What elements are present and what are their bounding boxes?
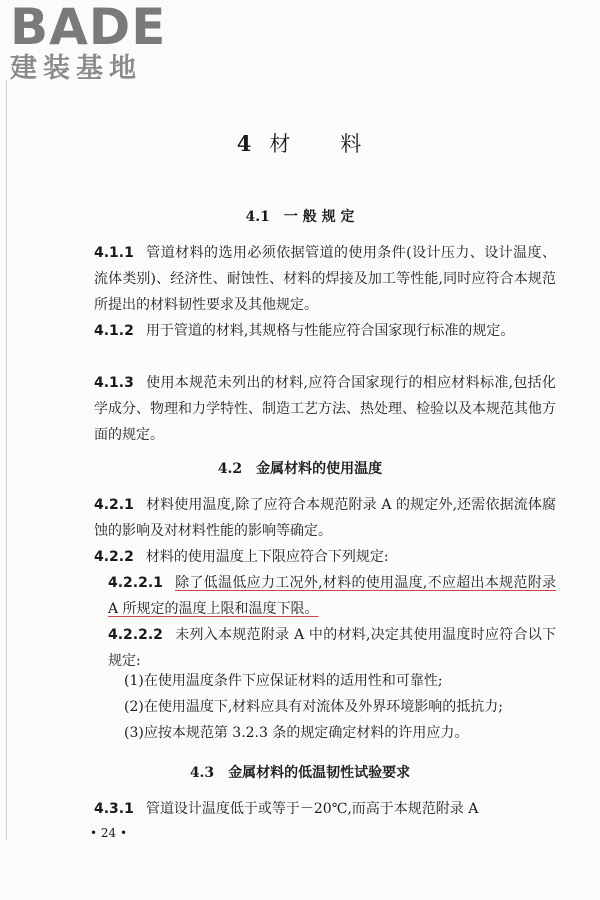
clause-number: 4.2.1 bbox=[94, 497, 134, 513]
clause-number: 4.2.2.1 bbox=[108, 575, 163, 591]
clause-4-1-1 bbox=[94, 240, 556, 318]
list-item: (2)在使用温度下,材料应具有对流体及外界环境影响的抵抗力; bbox=[124, 699, 503, 715]
clause-4-2-2 bbox=[94, 544, 556, 570]
clause-text: 管道材料的选用必须依据管道的使用条件(设计压力、设计温度、流体类别)、经济性、耐蚀性、材料的焊接及加工等性能,同时应符合本规范所提出的材料韧性要求及其他规定。 bbox=[94, 245, 556, 313]
logo-subtitle: 建装基地 bbox=[10, 53, 142, 84]
clause-text: 材料的使用温度上下限应符合下列规定: bbox=[145, 549, 389, 565]
chapter-title bbox=[0, 128, 600, 158]
clause-text: 管道设计温度低于或等于－20℃,而高于本规范附录 A bbox=[145, 801, 479, 817]
section-number: 4.3 bbox=[189, 765, 215, 781]
clause-text: 材料使用温度,除了应符合本规范附录 A 的规定外,还需依据流体腐蚀的影响及对材料性能的影响等确定。 bbox=[94, 497, 556, 539]
clause-text: 未列入本规范附录 A 中的材料,决定其使用温度时应符合以下规定: bbox=[108, 627, 556, 669]
clause-number: 4.1.1 bbox=[94, 245, 134, 261]
section-heading-4-3 bbox=[0, 762, 600, 782]
section-number: 4.2 bbox=[217, 461, 243, 477]
section-title: 金属材料的低温韧性试验要求 bbox=[228, 765, 411, 781]
clause-4-3-1 bbox=[94, 796, 556, 822]
logo-brand: BADE bbox=[10, 0, 167, 56]
section-heading-4-1 bbox=[0, 206, 600, 226]
page-number: • 24 • bbox=[90, 826, 128, 840]
clause-text: 使用本规范未列出的材料,应符合国家现行的相应材料标准,包括化学成分、物理和力学特性、制造工艺方法、热处理、检验以及本规范其他方面的规定。 bbox=[94, 375, 556, 443]
clause-number: 4.2.2.2 bbox=[108, 627, 163, 643]
clause-4-2-2-2 bbox=[108, 622, 556, 674]
chapter-title-part2: 料 bbox=[340, 132, 364, 156]
clause-4-2-2-1 bbox=[108, 570, 556, 622]
clause-4-2-1 bbox=[94, 492, 556, 544]
clause-number: 4.3.1 bbox=[94, 801, 134, 817]
clause-number: 4.1.2 bbox=[94, 323, 134, 339]
chapter-number: 4 bbox=[236, 131, 254, 156]
clause-text: 用于管道的材料,其规格与性能应符合国家现行标准的规定。 bbox=[145, 323, 515, 339]
section-title: 一 般 规 定 bbox=[283, 209, 355, 225]
section-heading-4-2 bbox=[0, 458, 600, 478]
list-item: (1)在使用温度条件下应保证材料的适用性和可靠性; bbox=[124, 673, 443, 689]
clause-text-underlined: 除了低温低应力工况外,材料的使用温度,不应超出本规范附录 A 所规定的温度上限和温度下限。 bbox=[108, 575, 556, 617]
clause-4-1-3 bbox=[94, 370, 556, 448]
clause-number: 4.1.3 bbox=[94, 375, 134, 391]
bade-logo bbox=[10, 2, 180, 90]
clause-number: 4.2.2 bbox=[94, 549, 134, 565]
clause-4-1-2 bbox=[94, 318, 556, 344]
section-title: 金属材料的使用温度 bbox=[256, 461, 383, 477]
list-item: (3)应按本规范第 3.2.3 条的规定确定材料的许用应力。 bbox=[124, 725, 469, 741]
chapter-title-part1: 材 bbox=[269, 132, 293, 156]
section-number: 4.1 bbox=[245, 209, 270, 225]
